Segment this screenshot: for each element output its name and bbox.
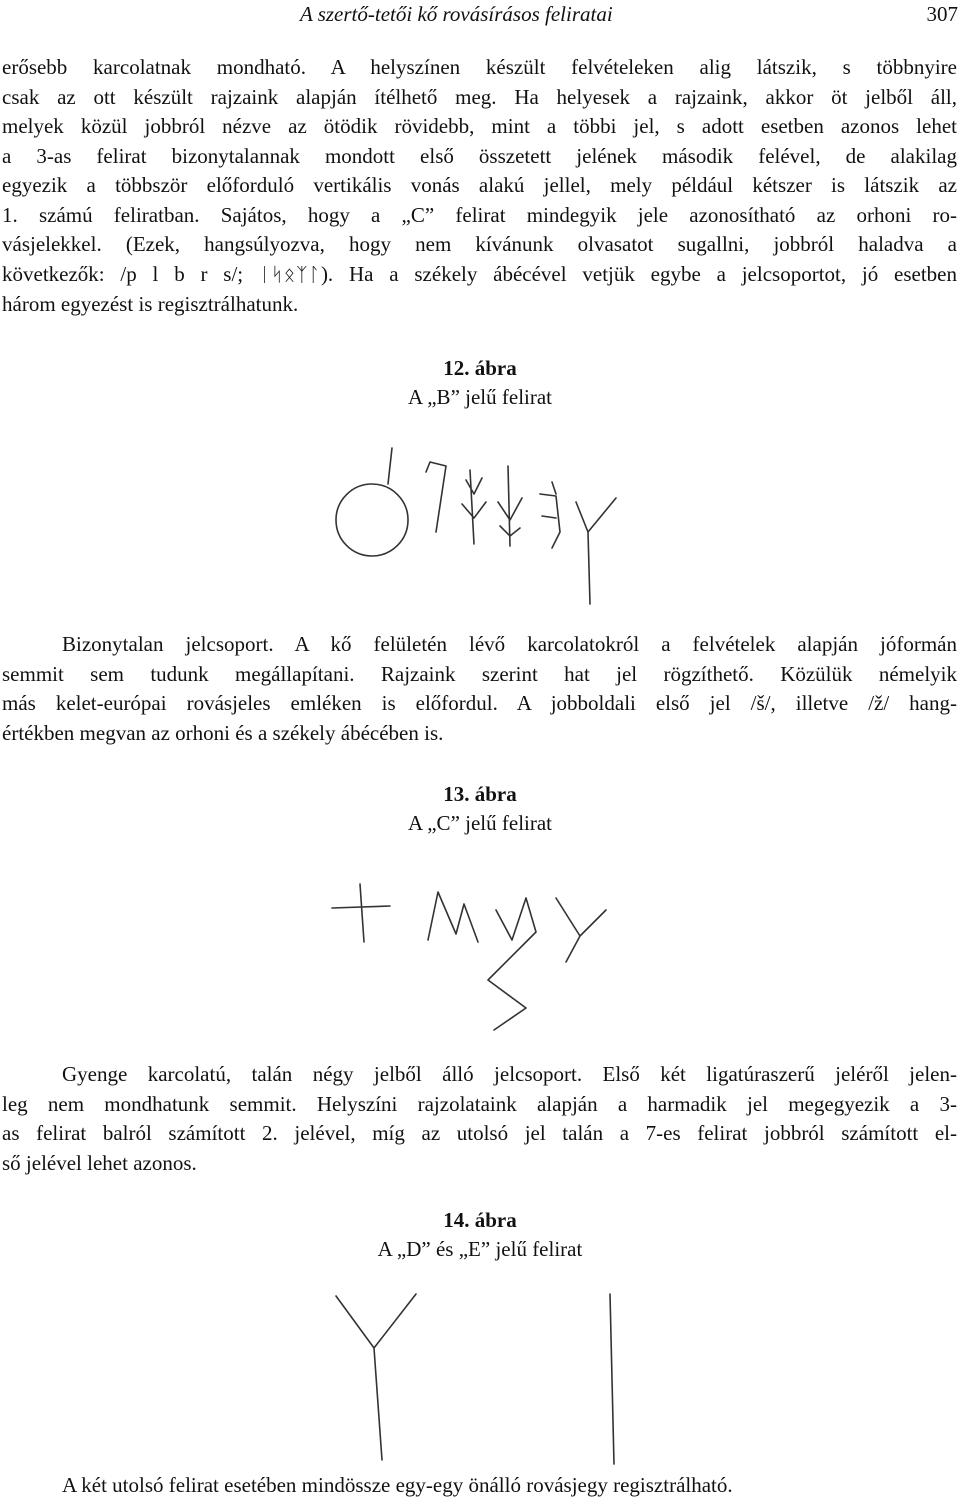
rune-stroke [426, 462, 446, 532]
text-line: Bizonytalan jelcsoport. A kő felületén lévő karcolatokról a felvételek alapján jóformán [62, 632, 957, 656]
figure-12-caption [0, 354, 960, 412]
text-line: Gyenge karcolatú, talán négy jelből álló jelcsoport. Első két ligatúraszerű jeléről jelen- [62, 1062, 957, 1086]
text-line: csak az ott készült rajzaink alapján ítélhető meg. Ha helyesek a rajzaink, akkor öt jelből áll, [2, 84, 957, 109]
text-fragment: következők: /p l b r s/; [2, 261, 259, 286]
paragraph-3 [2, 1060, 957, 1178]
runic-glyphs: ᛁᛋᛟᛉᛚ [258, 263, 321, 286]
page-number: 307 [926, 2, 958, 26]
paragraph-2 [2, 630, 957, 748]
figure-number: 13. ábra [443, 782, 517, 806]
rune-stroke [388, 448, 392, 484]
figure-title: A „D” és „E” jelű felirat [377, 1237, 583, 1261]
figure-12-drawing [330, 436, 630, 606]
text-line: erősebb karcolatnak mondható. A helyszínen készült felvételeken alig látszik, s többnyire [2, 55, 957, 79]
running-header [0, 2, 960, 32]
rune-stroke [576, 498, 616, 604]
text-line: ső jelével lehet azonos. [2, 1150, 197, 1175]
rune-stroke [462, 470, 486, 544]
rune-stroke [498, 466, 522, 546]
figure-number: 12. ábra [443, 356, 517, 380]
text-line: leg nem mondhatunk semmit. Helyszíni rajzolataink alapján a harmadik jel megegyezik a 3- [2, 1091, 957, 1116]
rune-stroke [556, 898, 606, 962]
rune-stroke [332, 884, 390, 942]
text-line [2, 260, 957, 291]
text-line: A két utolsó felirat esetében mindössze egy-egy önálló rovásjegy regisztrálható. [62, 1473, 733, 1497]
rune-stroke [488, 898, 536, 1030]
text-line: három egyezést is regisztrálhatunk. [2, 292, 299, 316]
figure-14-drawing [330, 1288, 630, 1468]
rune-stroke [428, 892, 478, 942]
text-line: 1. számú feliratban. Sajátos, hogy a „C” felirat mindegyik jele azonosítható az orhoni ro- [2, 202, 957, 227]
text-line: értékben megvan az orhoni és a székely ábécében is. [2, 720, 444, 745]
rune-stroke [540, 482, 560, 548]
rune-e-stroke [610, 1294, 614, 1464]
text-line: as felirat balról számított 2. jelével, míg az utolsó jel talán a 7-es felirat jobbról számított el- [2, 1121, 957, 1145]
text-line: semmit sem tudunk megállapítani. Rajzaink szerint hat jel rögzíthető. Közülük némelyik [2, 661, 957, 686]
paragraph-1 [2, 53, 957, 320]
text-line: a 3-as felirat bizonytalannak mondott első összetett jelének második felével, de alakilag [2, 143, 957, 168]
text-line: egyezik a többször előforduló vertikális vonás alakú jellel, mely például kétszer is látszik az [2, 173, 957, 197]
figure-14-caption [0, 1206, 960, 1264]
figure-13-caption [0, 780, 960, 838]
figure-title: A „B” jelű felirat [407, 385, 553, 409]
text-line: melyek közül jobbról nézve az ötödik rövidebb, mint a többi jel, s adott esetben azonos lehet [2, 114, 957, 138]
figure-title: A „C” jelű felirat [407, 811, 553, 835]
figure-13-drawing [330, 880, 630, 1030]
text-fragment: ). Ha a székely ábécével vetjük egybe a jelcsoportot, jó esetben [320, 261, 958, 286]
paragraph-4 [2, 1471, 957, 1501]
text-line: más kelet-európai rovásjeles emléken is előfordul. A jobboldali első jel /š/, illetve /ž/ hang- [2, 691, 957, 715]
rune-d-stroke [336, 1294, 416, 1460]
rune-circle [336, 484, 408, 556]
running-title: A szertő-tetői kő rovásírásos feliratai [300, 2, 613, 26]
text-line: vásjelekkel. (Ezek, hangsúlyozva, hogy nem kívánunk olvasatot sugallni, jobbról haladva a [2, 232, 957, 256]
figure-number: 14. ábra [443, 1208, 517, 1232]
